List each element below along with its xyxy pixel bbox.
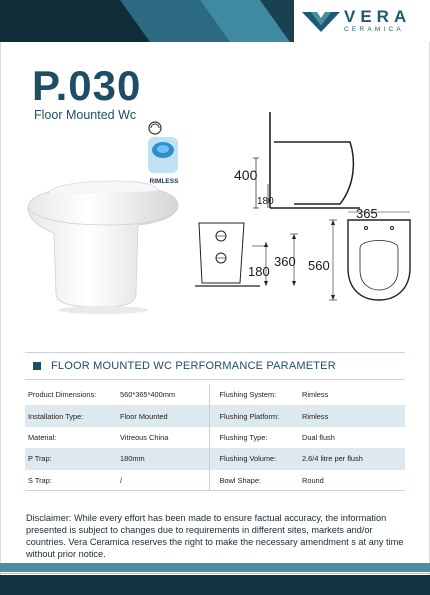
product-subtitle: Floor Mounted Wc [34, 108, 137, 122]
spec-value: Floor Mounted [117, 405, 209, 426]
dim-front-360: 360 [274, 254, 296, 269]
section-square-icon [33, 362, 41, 370]
spec-value: Round [299, 470, 405, 491]
table-row [25, 470, 405, 491]
spec-label: Flushing System: [219, 390, 277, 400]
spec-value: Rimless [299, 405, 405, 426]
brand-name: VERA [344, 7, 412, 27]
table-row [25, 384, 405, 405]
brand-block [294, 0, 430, 42]
footer-stripe-light [0, 563, 430, 572]
spec-value: Rimless [302, 390, 329, 400]
spec-value: Dual flush [302, 432, 335, 442]
spec-label: Flushing Volume: [209, 448, 299, 469]
spec-label: Flushing Type: [219, 432, 268, 442]
section-header [25, 352, 405, 380]
dim-height-180-side: 180 [257, 196, 274, 207]
disclaimer-text: Disclaimer: While every effort has been made to ensure factual accuracy, the information presented is subject to changes due to requirements in different sites, markets and/or countries. Vera Ceramica reserves the right to make the necessary amendment s at any time without prior notice. [26, 513, 404, 559]
spec-label: Installation Type: [25, 405, 117, 426]
spec-label: S Trap: [25, 470, 117, 491]
spec-value: 180mm [117, 448, 209, 469]
spec-label: Bowl Shape: [209, 470, 299, 491]
spec-label: Material: [28, 432, 57, 442]
table-row [25, 427, 405, 448]
brand-subname: CERAMICA [344, 26, 404, 34]
technical-drawings [190, 100, 425, 320]
table-row [25, 405, 405, 426]
rimless-label: RIMLESS [149, 178, 179, 185]
spec-value: / [117, 470, 209, 491]
spec-label: Flushing Platform: [209, 405, 299, 426]
spec-label: P Trap: [25, 448, 117, 469]
spec-value: 560*365*400mm [117, 384, 209, 405]
dim-width-365: 365 [356, 206, 378, 221]
table-row [25, 448, 405, 469]
header-band [0, 0, 430, 42]
section-title: FLOOR MOUNTED WC PERFORMANCE PARAMETER [51, 360, 336, 372]
spec-label: Product Dimensions: [28, 390, 97, 400]
double-chevron-logo-icon [302, 10, 340, 32]
footer-stripe-line [0, 573, 430, 574]
footer-stripe-dark [0, 575, 430, 595]
model-number: P.030 [32, 62, 142, 109]
footer-band [0, 563, 430, 595]
spec-value: 2.6/4 litre per flush [299, 448, 405, 469]
toilet-product-image [18, 175, 183, 325]
dim-depth-560: 560 [308, 258, 330, 273]
spec-value: Vitreous China [117, 427, 209, 448]
dim-front-180: 180 [248, 264, 270, 279]
rimless-bowl-icon [138, 120, 188, 182]
spec-table [25, 384, 405, 491]
dim-height-400: 400 [234, 167, 258, 183]
